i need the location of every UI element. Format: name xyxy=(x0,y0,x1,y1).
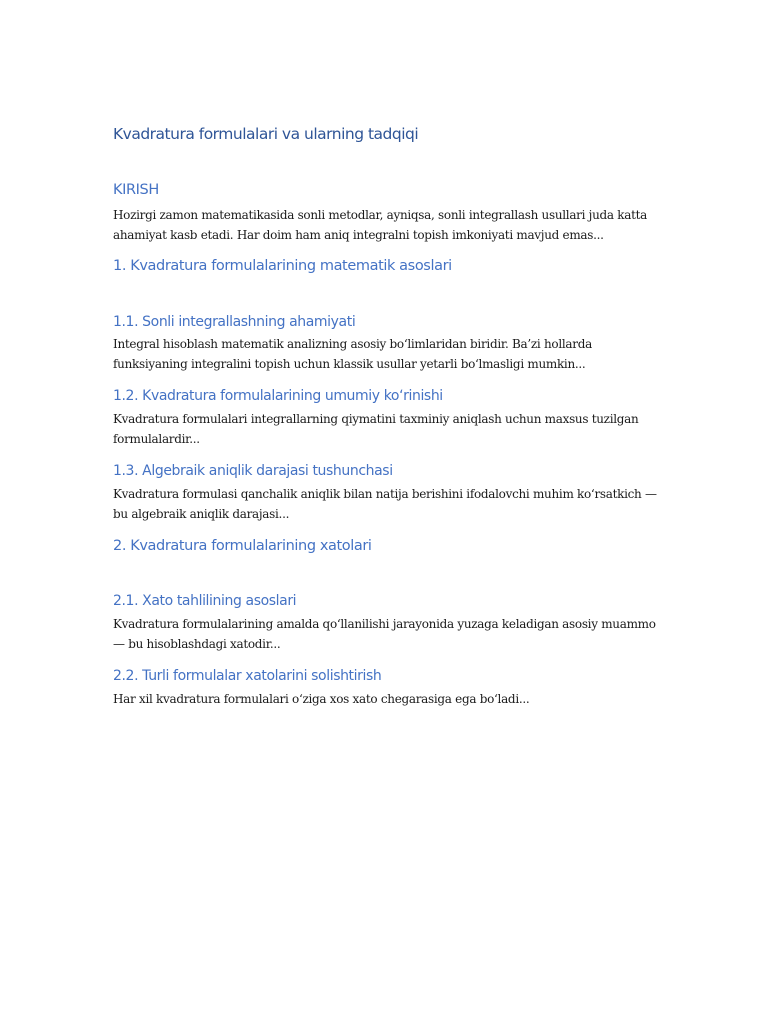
section-2-2-heading: 2.2. Turli formulalar xatolarini solishtirish xyxy=(113,668,382,684)
section-2-2-paragraph: Har xil kvadratura formulalari o‘ziga xos xato chegarasiga ega bo‘ladi... xyxy=(113,692,530,706)
section-1-3-paragraph: Kvadratura formulasi qanchalik aniqlik bilan natija berishini ifodalovchi muhim ko‘rsatkich — bu algebraik aniqlik darajasi... xyxy=(113,487,657,521)
section-2-heading: 2. Kvadratura formulalarining xatolari xyxy=(113,538,372,554)
section-1-1-heading: 1.1. Sonli integrallashning ahamiyati xyxy=(113,314,356,330)
section-1-2-heading: 1.2. Kvadratura formulalarining umumiy ko‘rinishi xyxy=(113,388,443,404)
section-1-3-heading: 1.3. Algebraik aniqlik darajasi tushunchasi xyxy=(113,463,393,479)
section-1-heading: 1. Kvadratura formulalarining matematik asoslari xyxy=(113,258,452,274)
section-1-1-paragraph: Integral hisoblash matematik analizning asosiy bo‘limlaridan biridir. Ba’zi hollarda funksiyaning integralini topish uchun klassik usullar yetarli bo‘lmasligi mumkin... xyxy=(113,337,592,371)
section-1-2-paragraph: Kvadratura formulalari integrallarning qiymatini taxminiy aniqlash uchun maxsus tuzilgan formulalardir... xyxy=(113,412,639,446)
section-2-1-heading: 2.1. Xato tahlilining asoslari xyxy=(113,593,297,609)
document-title: Kvadratura formulalari va ularning tadqiqi xyxy=(113,125,419,143)
intro-heading: KIRISH xyxy=(113,182,159,198)
section-2-1-paragraph: Kvadratura formulalarining amalda qo‘llanilishi jarayonida yuzaga keladigan asosiy muammo — bu hisoblashdagi xatodir... xyxy=(113,617,656,651)
intro-paragraph: Hozirgi zamon matematikasida sonli metodlar, ayniqsa, sonli integrallash usullari juda katta ahamiyat kasb etadi. Har doim ham aniq integralni topish imkoniyati mavjud emas... xyxy=(113,208,647,242)
